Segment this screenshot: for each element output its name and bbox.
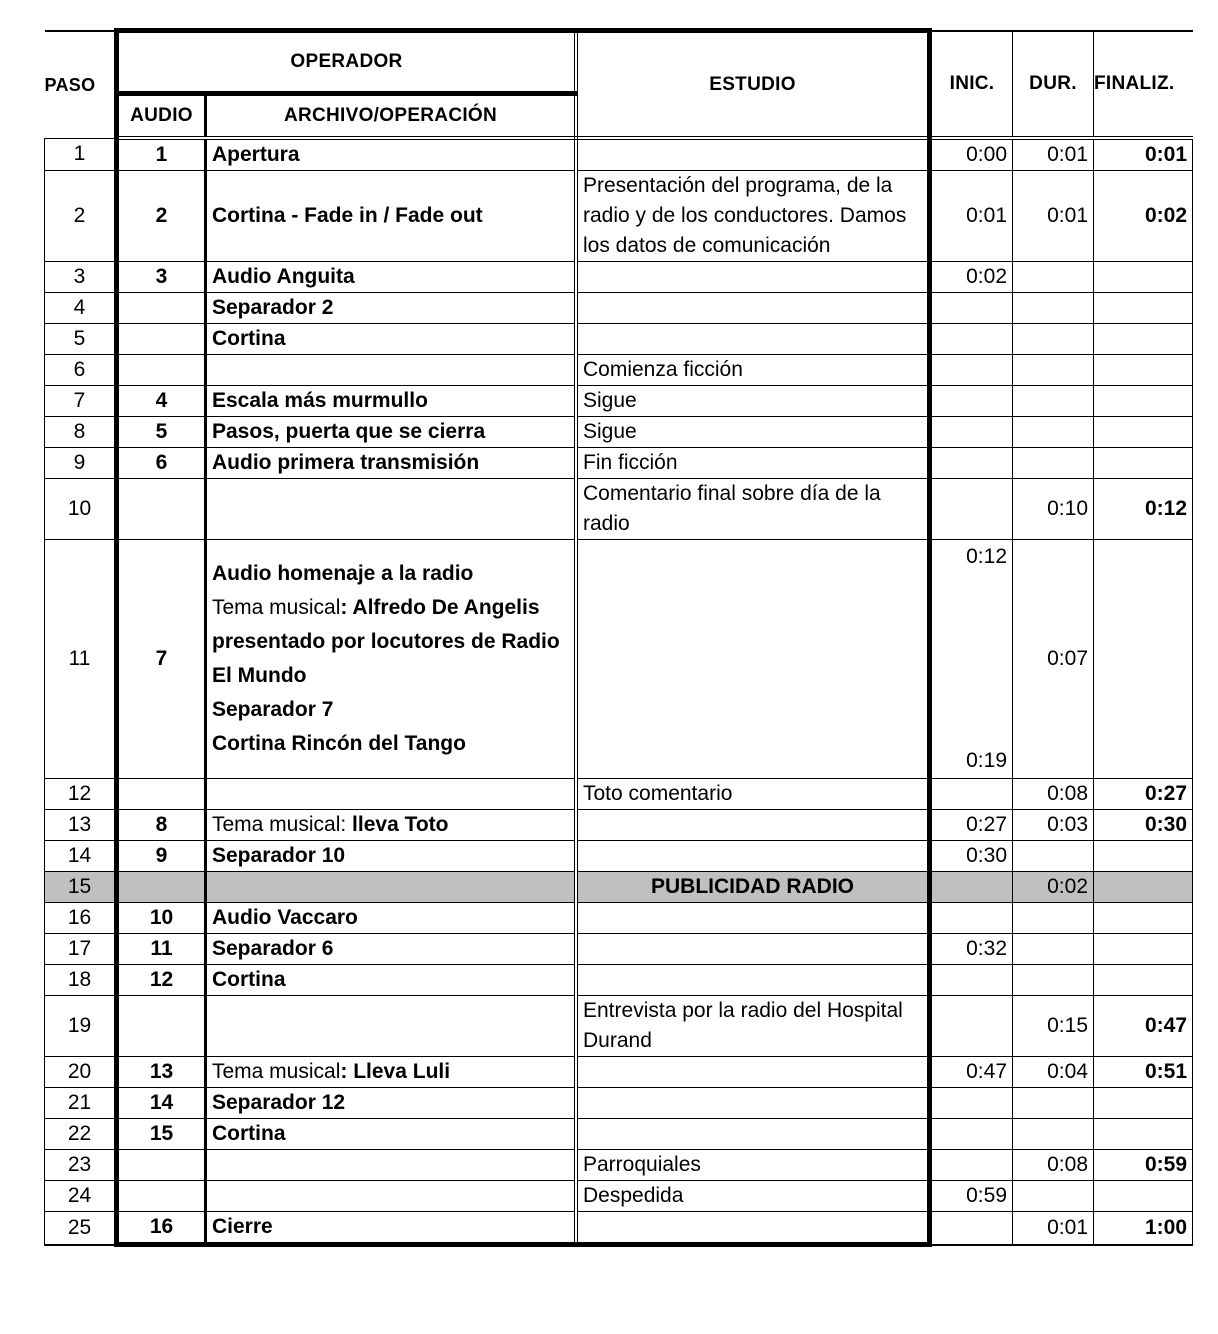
cell-dur	[1013, 417, 1094, 448]
cell-dur: 0:08	[1013, 1150, 1094, 1181]
cell-paso: 14	[45, 841, 117, 872]
cell-finaliz	[1094, 934, 1193, 965]
cell-audio	[117, 479, 206, 540]
cell-finaliz	[1094, 1088, 1193, 1119]
cell-archivo	[206, 810, 577, 841]
cell-dur: 0:01	[1013, 138, 1094, 171]
cell-paso: 8	[45, 417, 117, 448]
cell-archivo	[206, 779, 577, 810]
cell-paso: 2	[45, 171, 117, 262]
cell-dur: 0:03	[1013, 810, 1094, 841]
header-operador: OPERADOR	[117, 31, 577, 94]
cell-inic: 0:30	[930, 841, 1013, 872]
table-row	[45, 1212, 1193, 1245]
cell-dur	[1013, 965, 1094, 996]
cell-estudio	[576, 1212, 930, 1245]
cell-audio	[117, 996, 206, 1057]
cell-finaliz: 1:00	[1094, 1212, 1193, 1245]
cell-audio	[117, 779, 206, 810]
cell-finaliz	[1094, 386, 1193, 417]
cell-estudio: PUBLICIDAD RADIO	[576, 872, 930, 903]
cell-archivo	[206, 540, 577, 779]
cell-paso: 3	[45, 262, 117, 293]
cell-paso: 23	[45, 1150, 117, 1181]
cell-archivo	[206, 479, 577, 540]
cell-audio: 8	[117, 810, 206, 841]
cell-estudio	[576, 934, 930, 965]
archivo-bold: : Alfredo De Angelis presentado por locutores de Radio El Mundo	[212, 596, 560, 687]
cell-finaliz	[1094, 1181, 1193, 1212]
header-archivo: ARCHIVO/OPERACIÓN	[206, 94, 577, 139]
cell-paso: 7	[45, 386, 117, 417]
cell-estudio	[576, 1088, 930, 1119]
cell-dur	[1013, 841, 1094, 872]
cell-estudio	[576, 841, 930, 872]
cell-dur	[1013, 1119, 1094, 1150]
cell-dur	[1013, 903, 1094, 934]
archivo-bold: lleva Toto	[352, 813, 449, 836]
cell-finaliz: 0:12	[1094, 479, 1193, 540]
cell-finaliz	[1094, 293, 1193, 324]
cell-finaliz	[1094, 448, 1193, 479]
cell-audio: 9	[117, 841, 206, 872]
cell-paso: 25	[45, 1212, 117, 1245]
cell-audio: 16	[117, 1212, 206, 1245]
cell-finaliz	[1094, 903, 1193, 934]
table-row	[45, 138, 1193, 171]
table-row	[45, 386, 1193, 417]
cell-estudio	[576, 324, 930, 355]
cell-dur	[1013, 324, 1094, 355]
cell-dur	[1013, 293, 1094, 324]
cell-dur: 0:01	[1013, 1212, 1094, 1245]
cell-archivo: Audio Anguita	[206, 262, 577, 293]
cell-archivo: Separador 6	[206, 934, 577, 965]
cell-estudio: Despedida	[576, 1181, 930, 1212]
cell-estudio	[576, 1057, 930, 1088]
cell-audio	[117, 872, 206, 903]
cell-audio: 1	[117, 138, 206, 171]
cell-archivo	[206, 1181, 577, 1212]
table-row	[45, 1057, 1193, 1088]
cell-inic	[930, 1212, 1013, 1245]
cell-audio: 12	[117, 965, 206, 996]
header-inic: INIC.	[930, 31, 1013, 139]
cell-archivo	[206, 1150, 577, 1181]
cell-inic: 0:00	[930, 138, 1013, 171]
cell-dur	[1013, 262, 1094, 293]
cell-archivo: Audio Vaccaro	[206, 903, 577, 934]
archivo-bold: : Lleva Luli	[340, 1060, 451, 1083]
archivo-line: Separador 7	[212, 698, 334, 721]
radio-script-sheet	[44, 28, 1193, 1247]
table-row	[45, 996, 1193, 1057]
cell-paso: 20	[45, 1057, 117, 1088]
cell-audio: 6	[117, 448, 206, 479]
table-row	[45, 1181, 1193, 1212]
cell-paso: 9	[45, 448, 117, 479]
cell-finaliz	[1094, 355, 1193, 386]
cell-finaliz: 0:02	[1094, 171, 1193, 262]
table-row	[45, 841, 1193, 872]
cell-finaliz	[1094, 540, 1193, 779]
cell-paso: 21	[45, 1088, 117, 1119]
cell-finaliz: 0:47	[1094, 996, 1193, 1057]
cell-estudio	[576, 1119, 930, 1150]
cell-paso: 16	[45, 903, 117, 934]
table-row	[45, 324, 1193, 355]
cell-paso: 6	[45, 355, 117, 386]
cell-archivo: Apertura	[206, 138, 577, 171]
table-row	[45, 1150, 1193, 1181]
cell-audio: 15	[117, 1119, 206, 1150]
table-row	[45, 448, 1193, 479]
header-paso: PASO	[45, 31, 117, 139]
cell-estudio: Sigue	[576, 386, 930, 417]
cell-finaliz	[1094, 872, 1193, 903]
cell-audio: 2	[117, 171, 206, 262]
cell-archivo	[206, 355, 577, 386]
cell-audio	[117, 1150, 206, 1181]
cell-finaliz: 0:30	[1094, 810, 1193, 841]
cell-audio: 3	[117, 262, 206, 293]
cell-finaliz	[1094, 262, 1193, 293]
cell-inic	[930, 965, 1013, 996]
script-rows	[45, 138, 1193, 1245]
cell-paso: 24	[45, 1181, 117, 1212]
archivo-prefix: Tema musical	[212, 596, 341, 619]
cell-inic: 0:27	[930, 810, 1013, 841]
cell-dur	[1013, 1181, 1094, 1212]
cell-finaliz: 0:59	[1094, 1150, 1193, 1181]
cell-dur	[1013, 448, 1094, 479]
cell-audio	[117, 324, 206, 355]
cell-archivo: Cortina	[206, 1119, 577, 1150]
cell-paso: 13	[45, 810, 117, 841]
cell-dur	[1013, 1088, 1094, 1119]
cell-inic	[930, 1088, 1013, 1119]
cell-finaliz	[1094, 965, 1193, 996]
cell-audio: 11	[117, 934, 206, 965]
table-row	[45, 171, 1193, 262]
cell-estudio	[576, 138, 930, 171]
table-row	[45, 293, 1193, 324]
cell-inic	[930, 1150, 1013, 1181]
cell-finaliz	[1094, 324, 1193, 355]
cell-finaliz	[1094, 841, 1193, 872]
cell-dur: 0:08	[1013, 779, 1094, 810]
table-row	[45, 1088, 1193, 1119]
cell-inic	[930, 386, 1013, 417]
archivo-line: Audio homenaje a la radio	[212, 562, 474, 585]
cell-dur	[1013, 934, 1094, 965]
header-finaliz: FINALIZ.	[1094, 31, 1193, 139]
cell-inic	[930, 324, 1013, 355]
cell-dur: 0:02	[1013, 872, 1094, 903]
cell-inic	[930, 779, 1013, 810]
cell-paso: 5	[45, 324, 117, 355]
cell-audio: 7	[117, 540, 206, 779]
cell-audio: 10	[117, 903, 206, 934]
cell-inic: 0:01	[930, 171, 1013, 262]
script-table	[44, 28, 1193, 1247]
cell-archivo	[206, 872, 577, 903]
cell-estudio: Entrevista por la radio del Hospital Durand	[576, 996, 930, 1057]
cell-estudio	[576, 293, 930, 324]
table-row	[45, 1119, 1193, 1150]
cell-archivo: Separador 2	[206, 293, 577, 324]
cell-inic	[930, 448, 1013, 479]
cell-estudio: Sigue	[576, 417, 930, 448]
cell-paso: 10	[45, 479, 117, 540]
cell-dur: 0:01	[1013, 171, 1094, 262]
cell-inic	[930, 355, 1013, 386]
header-audio: AUDIO	[117, 94, 206, 139]
cell-dur: 0:10	[1013, 479, 1094, 540]
table-row	[45, 355, 1193, 386]
cell-dur: 0:15	[1013, 996, 1094, 1057]
cell-archivo: Cortina	[206, 965, 577, 996]
cell-inic: 0:32	[930, 934, 1013, 965]
cell-archivo: Cortina	[206, 324, 577, 355]
archivo-prefix: Tema musical	[212, 1060, 341, 1083]
table-row	[45, 262, 1193, 293]
cell-inic: 0:47	[930, 1057, 1013, 1088]
cell-estudio	[576, 262, 930, 293]
table-row	[45, 540, 1193, 779]
cell-archivo: Pasos, puerta que se cierra	[206, 417, 577, 448]
archivo-line: Cortina Rincón del Tango	[212, 732, 466, 755]
cell-paso: 4	[45, 293, 117, 324]
cell-inic	[930, 872, 1013, 903]
cell-paso: 22	[45, 1119, 117, 1150]
cell-audio	[117, 355, 206, 386]
cell-inic	[930, 903, 1013, 934]
cell-archivo: Cortina - Fade in / Fade out	[206, 171, 577, 262]
cell-inic	[930, 996, 1013, 1057]
cell-audio	[117, 1181, 206, 1212]
cell-inic	[930, 293, 1013, 324]
cell-estudio	[576, 540, 930, 779]
cell-finaliz: 0:27	[1094, 779, 1193, 810]
cell-estudio	[576, 965, 930, 996]
header-estudio: ESTUDIO	[576, 31, 930, 139]
cell-paso: 18	[45, 965, 117, 996]
cell-paso: 1	[45, 138, 117, 171]
cell-finaliz	[1094, 417, 1193, 448]
cell-archivo: Separador 10	[206, 841, 577, 872]
cell-audio: 13	[117, 1057, 206, 1088]
table-row	[45, 965, 1193, 996]
cell-audio: 4	[117, 386, 206, 417]
table-row	[45, 810, 1193, 841]
cell-archivo: Audio primera transmisión	[206, 448, 577, 479]
cell-dur	[1013, 386, 1094, 417]
cell-estudio	[576, 810, 930, 841]
cell-archivo	[206, 1057, 577, 1088]
cell-finaliz: 0:01	[1094, 138, 1193, 171]
cell-paso: 12	[45, 779, 117, 810]
cell-finaliz: 0:51	[1094, 1057, 1193, 1088]
table-row	[45, 872, 1193, 903]
cell-dur: 0:04	[1013, 1057, 1094, 1088]
cell-inic	[930, 1119, 1013, 1150]
cell-audio: 5	[117, 417, 206, 448]
cell-estudio: Presentación del programa, de la radio y de los conductores. Damos los datos de comunicación	[576, 171, 930, 262]
cell-finaliz	[1094, 1119, 1193, 1150]
cell-estudio: Comienza ficción	[576, 355, 930, 386]
cell-inic	[930, 479, 1013, 540]
cell-estudio: Toto comentario	[576, 779, 930, 810]
cell-dur: 0:07	[1013, 540, 1094, 779]
cell-estudio: Fin ficción	[576, 448, 930, 479]
header-dur: DUR.	[1013, 31, 1094, 139]
inic-start: 0:12	[966, 545, 1007, 568]
cell-dur	[1013, 355, 1094, 386]
cell-audio: 14	[117, 1088, 206, 1119]
cell-archivo: Cierre	[206, 1212, 577, 1245]
cell-paso: 19	[45, 996, 117, 1057]
cell-audio	[117, 293, 206, 324]
cell-inic: 0:59	[930, 1181, 1013, 1212]
cell-estudio	[576, 903, 930, 934]
cell-inic	[930, 417, 1013, 448]
cell-archivo: Escala más murmullo	[206, 386, 577, 417]
cell-inic: 0:02	[930, 262, 1013, 293]
table-row	[45, 779, 1193, 810]
cell-paso: 15	[45, 872, 117, 903]
cell-estudio: Parroquiales	[576, 1150, 930, 1181]
cell-paso: 11	[45, 540, 117, 779]
inic-end: 0:19	[966, 749, 1007, 772]
table-row	[45, 934, 1193, 965]
table-row	[45, 903, 1193, 934]
cell-archivo: Separador 12	[206, 1088, 577, 1119]
table-row	[45, 479, 1193, 540]
cell-estudio: Comentario final sobre día de la radio	[576, 479, 930, 540]
table-row	[45, 417, 1193, 448]
cell-paso: 17	[45, 934, 117, 965]
cell-archivo	[206, 996, 577, 1057]
cell-inic	[930, 540, 1013, 779]
archivo-prefix: Tema musical:	[212, 813, 353, 836]
